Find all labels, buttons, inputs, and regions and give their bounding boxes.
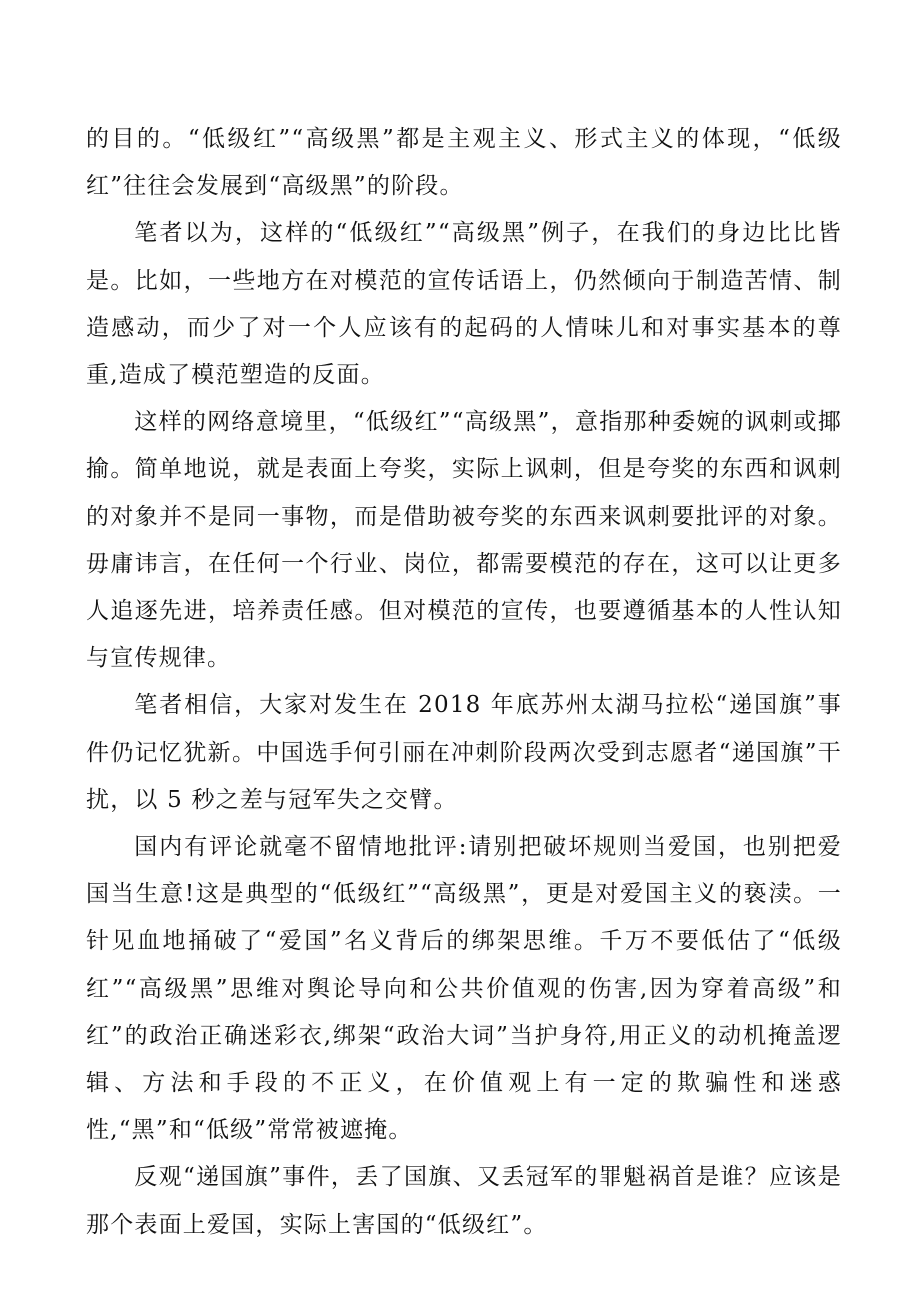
- paragraph-5: 国内有评论就毫不留情地批评:请别把破坏规则当爱国，也别把爱国当生意!这是典型的“低级红”“高级黑”，更是对爱国主义的亵渎。一针见血地捅破了“爱国”名义背后的绑架思维。千万不要低估了“低级红”“高级黑”思维对舆论导向和公共价值观的伤害,因为穿着高级”和红”的政治正确迷彩衣,绑架“政治大词”当护身符,用正义的动机掩盖逻辑、方法和手段的不正义，在价值观上有一定的欺骗性和迷惑性,“黑”和“低级”常常被遮掩。: [86, 834, 842, 1144]
- paragraph-1: 的目的。“低级红”“高级黑”都是主观主义、形式主义的体现，“低级红”往往会发展到“高级黑”的阶段。: [86, 126, 842, 200]
- paragraph-4: 笔者相信，大家对发生在 2018 年底苏州太湖马拉松“递国旗”事件仍记忆犹新。中国选手何引丽在冲刺阶段两次受到志愿者“递国旗”干扰，以 5 秒之差与冠军失之交臂。: [86, 692, 842, 813]
- paragraph-6: 反观“递国旗”事件，丢了国旗、又丢冠军的罪魁祸首是谁？应该是那个表面上爱国，实际上害国的“低级红”。: [86, 1164, 842, 1238]
- paragraph-3: 这样的网络意境里，“低级红”“高级黑”，意指那种委婉的讽刺或揶揄。简单地说，就是表面上夸奖，实际上讽刺，但是夸奖的东西和讽刺的对象并不是同一事物，而是借助被夸奖的东西来讽刺要批评的对象。毋庸讳言，在任何一个行业、岗位，都需要模范的存在，这可以让更多人追逐先进，培养责任感。但对模范的宣传，也要遵循基本的人性认知与宣传规律。: [86, 409, 842, 672]
- paragraph-2: 笔者以为，这样的“低级红”“高级黑”例子，在我们的身边比比皆是。比如，一些地方在对模范的宣传话语上，仍然倾向于制造苦情、制造感动，而少了对一个人应该有的起码的人情味儿和对事实基本的尊重,造成了模范塑造的反面。: [86, 220, 842, 389]
